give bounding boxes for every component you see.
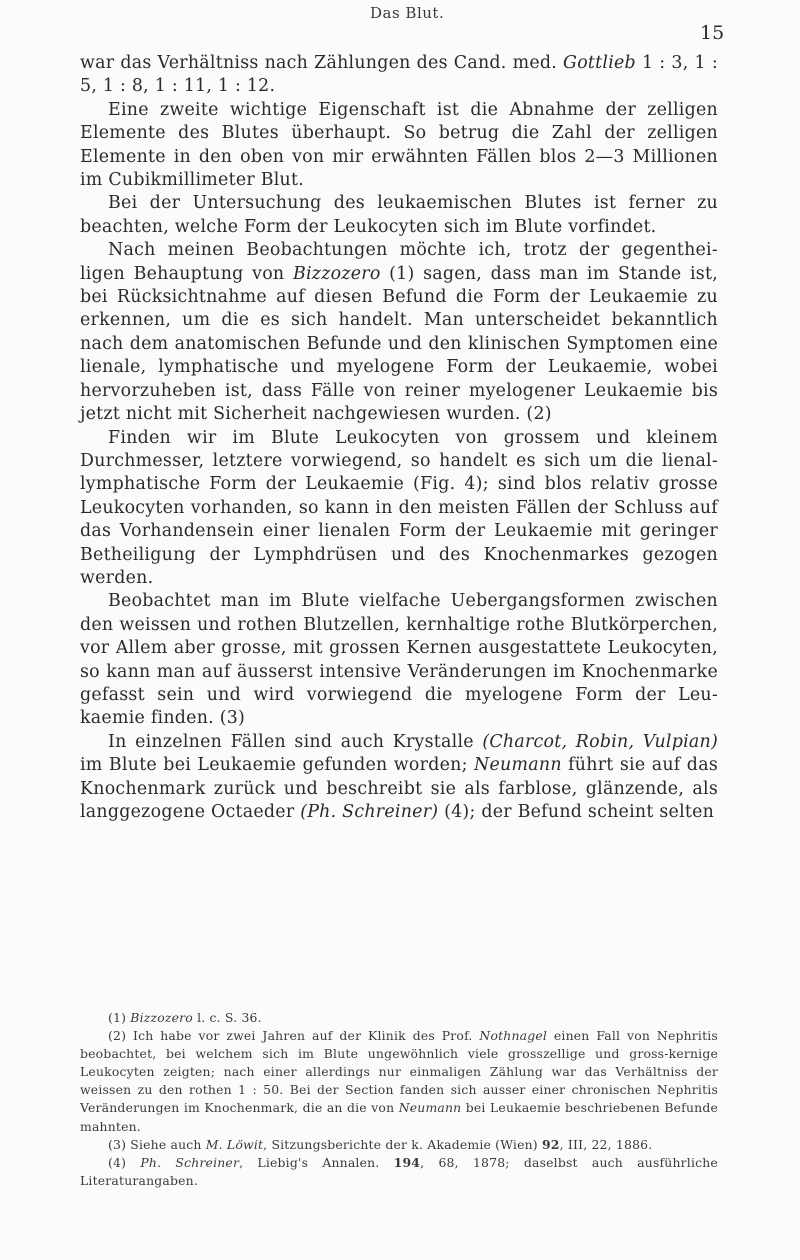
author-name: M. Löwit <box>205 1136 264 1152</box>
author-name: Nothnagel <box>479 1028 548 1044</box>
running-head: Das Blut. <box>370 4 445 22</box>
footnote-2: (2) Ich habe vor zwei Jahren auf der Klinik des Prof. Nothnagel einen Fall von Nephritis beobachtet, bei welchem sich im Blute ungewöhnlich viele grosszellige und gross-kernige Leukocyten zeigten; nach einer allerdings nur einmaligen Zählung war das Verhältniss der weissen zu den rothen 1 : 50. Bei der Section fanden sich ausser einer chronischen Nephritis Veränderungen im Knochenmark, die an die von Neumann bei Leukaemie beschriebenen Befunde mahnten. <box>80 1028 718 1134</box>
author-name: Ph. Schreiner <box>140 1154 240 1170</box>
paragraph: Nach meinen Beobachtungen möchte ich, trotz der gegenthei-ligen Behauptung von Bizzozero (1) sagen, dass man im Stande ist, bei Rücksichtnahme auf diesen Befund die Form der Leukaemie zu erkennen, um die es sich handelt. Man unterscheidet bekanntlich nach dem anatomischen Befunde und den klinischen Symptomen eine lienale, lymphatische und myelogene Form der Leukaemie, wobei hervorzuheben ist, dass Fälle von reiner myelogener Leukaemie bis jetzt nicht mit Sicherheit nachgewiesen wurden. (2) <box>80 240 718 425</box>
volume-number: 92 <box>541 1136 560 1152</box>
paragraph: Bei der Untersuchung des leukaemischen Blutes ist ferner zu beachten, welche Form der Leukocyten sich im Blute vorfindet. <box>80 193 718 237</box>
author-name: Gottlieb <box>563 53 636 73</box>
paragraph: Eine zweite wichtige Eigenschaft ist die Abnahme der zelligen Elemente des Blutes überhaupt. So betrug die Zahl der zelligen Elemente in den oben von mir erwähnten Fällen blos 2—3 Millionen im Cubikmillimeter Blut. <box>80 99 718 191</box>
author-name: (Ph. Schreiner) <box>300 802 439 822</box>
paragraph: In einzelnen Fällen sind auch Krystalle (Charcot, Robin, Vulpian) im Blute bei Leukaemie gefunden worden; Neumann führt sie auf das Knochenmark zurück und beschreibt sie als farblose, glänzende, als langgezogene Octaeder (Ph. Schreiner) (4); der Befund scheint selten <box>80 731 719 822</box>
page-header <box>0 0 800 50</box>
page-number: 15 <box>700 22 725 44</box>
footnote-4: (4) Ph. Schreiner, Liebig's Annalen. 194, 68, 1878; daselbst auch ausführliche Literaturangaben. <box>80 1154 718 1188</box>
footnote-3: (3) Siehe auch M. Löwit, Sitzungsberichte der k. Akademie (Wien) 92, III, 22, 1886. <box>108 1136 653 1152</box>
footnote-1: (1) Bizzozero l. c. S. 36. <box>108 1010 262 1025</box>
paragraph: Finden wir im Blute Leukocyten von grossem und kleinem Durchmesser, letztere vorwiegend, so handelt es sich um die lienal-lymphatische Form der Leukaemie (Fig. 4); sind blos relativ grosse Leukocyten vorhanden, so kann in den meisten Fällen der Schluss auf das Vorhandensein einer lienalen Form der Leukaemie mit geringer Betheiligung der Lymphdrüsen und des Knochenmarkes gezogen werden. <box>80 427 718 588</box>
footnotes <box>80 1009 718 1190</box>
main-text <box>80 52 718 824</box>
volume-number: 194 <box>393 1154 421 1170</box>
paragraph: Beobachtet man im Blute vielfache Uebergangsformen zwischen den weissen und rothen Blutzellen, kernhaltige rothe Blutkörperchen, vor Allem aber grosse, mit grossen Kernen ausgestattete Leukocyten, so kann man auf äusserst intensive Veränderungen im Knochenmarke gefasst sein und wird vorwiegend die myelogene Form der Leu-kaemie finden. (3) <box>80 591 718 729</box>
paragraph: war das Verhältniss nach Zählungen des Cand. med. Gottlieb 1 : 3, 1 : 5, 1 : 8, 1 : 11, 1 : 12. <box>80 53 718 97</box>
author-name: Neumann <box>398 1100 462 1116</box>
author-name: Neumann <box>474 755 562 776</box>
author-name: Bizzozero <box>292 263 381 284</box>
author-name: Bizzozero <box>130 1010 193 1025</box>
author-names: (Charcot, Robin, Vulpian) <box>482 731 719 752</box>
